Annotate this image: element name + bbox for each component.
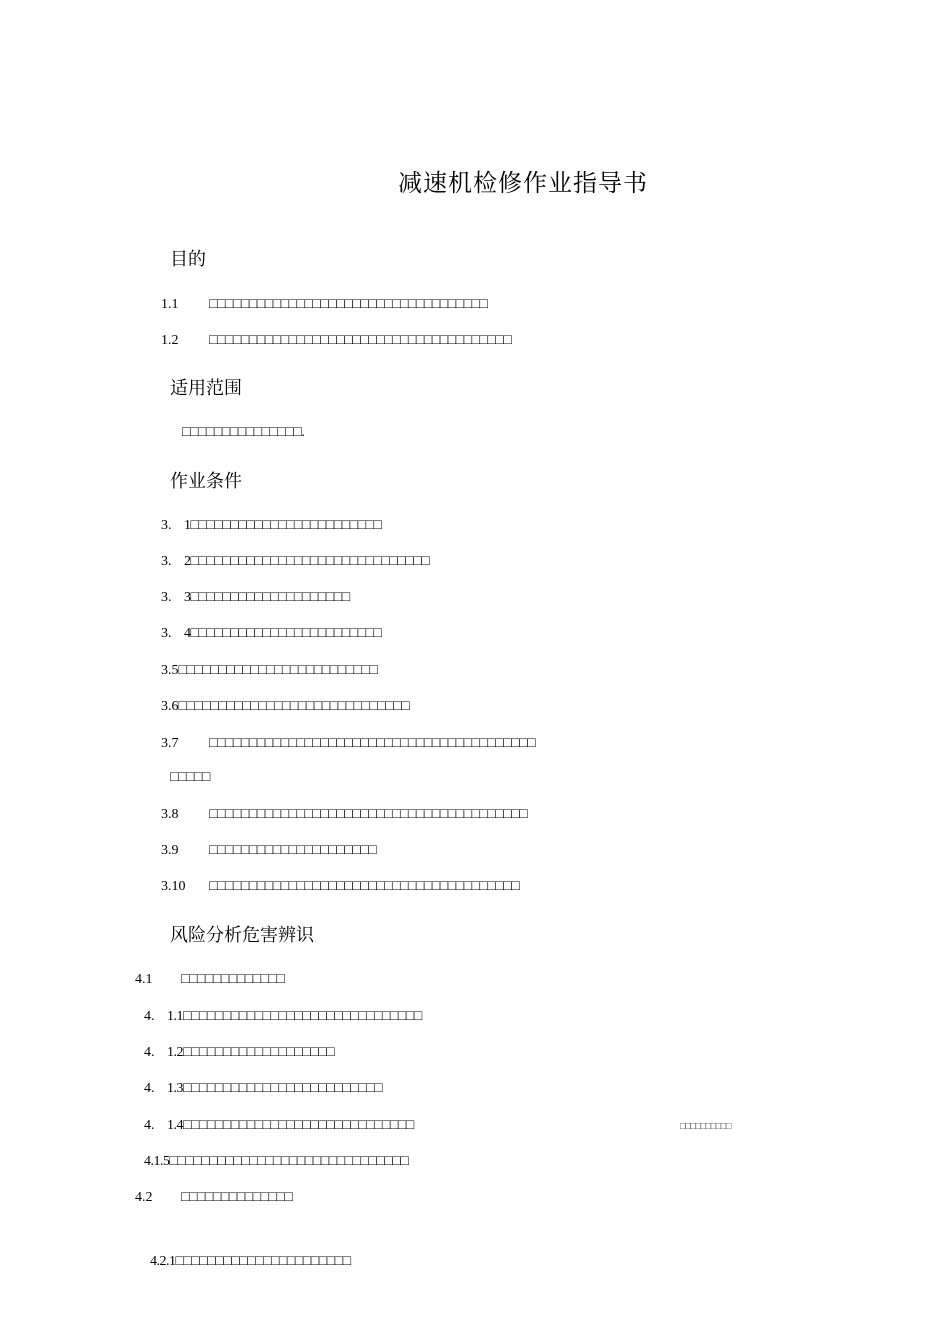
list-item [144, 1008, 422, 1026]
list-item [144, 1117, 414, 1135]
section-heading-purpose: 目的 [170, 249, 206, 270]
item-number: 3. [161, 590, 172, 605]
list-item [144, 1044, 334, 1062]
item-text: □□□□□□□□□□□□□□ [181, 1190, 293, 1205]
item-text: 1.3□□□□□□□□□□□□□□□□□□□□□□□□□ [167, 1081, 382, 1096]
item-text: □□□□□□□□□□□□□□□□□□□□□□□□□□□□□□□□□□□ [209, 297, 488, 312]
list-item: 4.1.5□□□□□□□□□□□□□□□□□□□□□□□□□□□□□□ [144, 1154, 409, 1169]
item-text: □□□□□□□□□□□□□ [181, 972, 285, 987]
item-number: 3.5 [161, 663, 179, 678]
item-text: 4□□□□□□□□□□□□□□□□□□□□□□□□ [184, 626, 382, 641]
item-number: 4. [144, 1045, 155, 1060]
item-text: □□□□□□□□□□□□□□□□□□□□□□□□□ [178, 663, 378, 678]
item-number: 4.1 [135, 972, 153, 987]
item-number: 3. [161, 554, 172, 569]
list-item [161, 842, 376, 860]
list-item [144, 1080, 382, 1098]
subsection-title [135, 971, 284, 989]
item-text: □□□□□□□□□□□□□□□□□□□□□ [209, 843, 377, 858]
item-text: □□□□□□□□□□□□□□□□□□□□□□□□□□□□□□□□□□□□□□□□□ [209, 736, 536, 751]
item-text: 1.2□□□□□□□□□□□□□□□□□□□ [167, 1045, 335, 1060]
list-item [161, 698, 409, 716]
list-item [161, 735, 535, 753]
section-heading-scope: 适用范围 [170, 378, 242, 399]
item-number: 4.2 [135, 1190, 153, 1205]
page-title: 减速机检修作业指导书 [398, 169, 648, 197]
list-item-continuation: □□□□□ [170, 770, 210, 785]
item-number: 4. [144, 1009, 155, 1024]
list-item [161, 662, 377, 680]
list-item [161, 589, 350, 607]
item-text: □□□□□□□□□□□□□□□□□□□□□□□□□□□□□ [178, 699, 410, 714]
item-text: □□□□□□□□□□□□□□□□□□□□□□□□□□□□□□□□□□□□□□□ [209, 879, 520, 894]
item-number: 3.7 [161, 736, 179, 751]
margin-note: □□□□□□□□□□ [680, 1121, 731, 1132]
item-number: 3.9 [161, 843, 179, 858]
item-number: 1.1 [161, 297, 179, 312]
item-text: 2□□□□□□□□□□□□□□□□□□□□□□□□□□□□□□ [184, 554, 430, 569]
item-text: □□□□□□□□□□□□□□□□□□□□□□□□□□□□□□□□□□□□□□ [209, 333, 512, 348]
item-number: 3.10 [161, 879, 186, 894]
item-text: 1.4□□□□□□□□□□□□□□□□□□□□□□□□□□□□□ [167, 1118, 414, 1133]
item-text: □□□□□□□□□□□□□□□□□□□□□□□□□□□□□□□□□□□□□□□□ [209, 807, 528, 822]
item-text: 3□□□□□□□□□□□□□□□□□□□□ [184, 590, 350, 605]
item-number: 4. [144, 1118, 155, 1133]
list-item: 4.2.1□□□□□□□□□□□□□□□□□□□□□□ [150, 1254, 351, 1269]
list-item [161, 878, 519, 896]
list-item [161, 625, 381, 643]
scope-text: □□□□□□□□□□□□□□□. [182, 425, 305, 440]
item-number: 4. [144, 1081, 155, 1096]
list-item [161, 332, 511, 350]
item-number: 3. [161, 518, 172, 533]
item-number: 3.6 [161, 699, 179, 714]
list-item [161, 517, 381, 535]
list-item [161, 296, 487, 314]
item-number: 3. [161, 626, 172, 641]
list-item [161, 806, 527, 824]
item-text: 1.1□□□□□□□□□□□□□□□□□□□□□□□□□□□□□□ [167, 1009, 422, 1024]
list-item [161, 553, 429, 571]
item-number: 1.2 [161, 333, 179, 348]
section-heading-risk: 风险分析危害辨识 [170, 925, 314, 946]
item-text: 1□□□□□□□□□□□□□□□□□□□□□□□□ [184, 518, 382, 533]
subsection-title [135, 1189, 292, 1207]
item-number: 3.8 [161, 807, 179, 822]
section-heading-conditions: 作业条件 [170, 471, 242, 492]
